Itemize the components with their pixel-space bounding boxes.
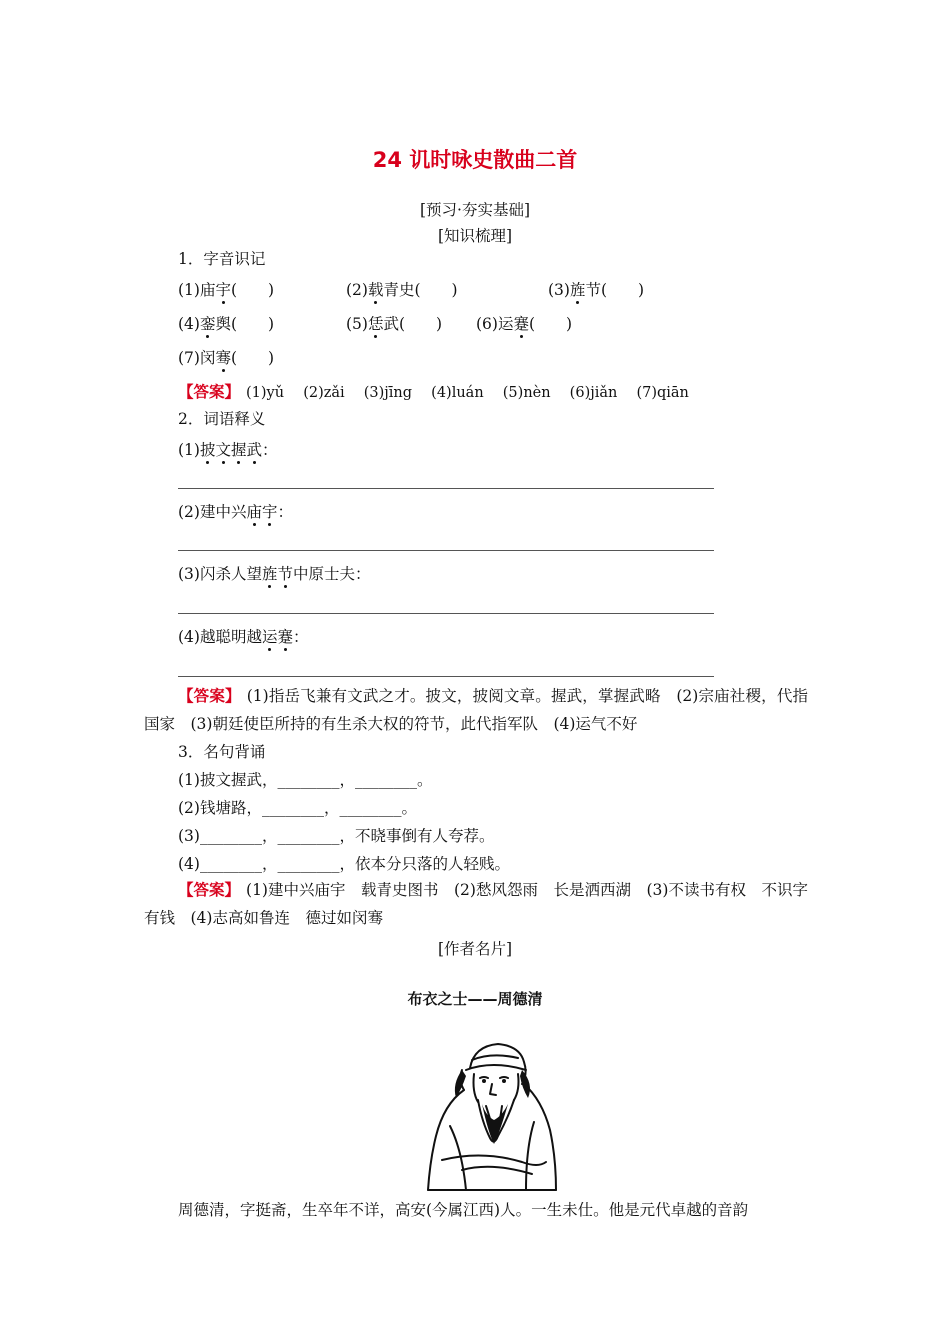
q3-item-2: (2)钱塘路，________，________。 [178,799,417,817]
answer-label: 【答案】 [178,881,241,899]
q1-heading: 1．字音识记 [178,250,266,268]
answer-label: 【答案】 [178,383,241,401]
answer-line [178,550,714,551]
answer-line [178,676,714,677]
q2-item-4: (4)越聪明越运蹇： [178,628,309,646]
q3-answer: 【答案】 (1)建中兴庙宇 载青史图书 (2)愁风怨雨 长是洒西湖 (3)不读书有权 不识字有钱 (4)志高如鲁连 德过如闵骞 [144,881,808,927]
answer-line [178,613,714,614]
q3-item-1: (1)披文握武，________，________。 [178,771,433,789]
q1-item-5: (5)恁武( ) [346,315,443,333]
q1-item-1: (1)庙宇( ) [178,281,275,299]
q3-heading: 3．名句背诵 [178,743,266,761]
q2-heading: 2．词语释义 [178,410,266,428]
q1-answer: 【答案】 (1)yǔ (2)zǎi (3)jīng (4)luán (5)nèn (6)jiǎn (7)qiān [178,383,689,401]
q1-item-6: (6)运蹇( ) [476,315,573,333]
q2-item-1: (1)披文握武： [178,441,278,459]
author-intro: 周德清，字挺斋，生卒年不详，高安(今属江西)人。一生未仕。他是元代卓越的音韵 [178,1201,749,1219]
section-header-knowledge: [知识梳理] [437,227,513,245]
q1-item-3: (3)旌节( ) [548,281,645,299]
q3-item-3: (3)________，________，不晓事倒有人夸荐。 [178,827,495,845]
author-subtitle: 布衣之士——周德清 [407,990,543,1008]
section-header-preview: [预习·夯实基础] [419,201,531,219]
answer-line [178,488,714,489]
q3-item-4: (4)________，________，依本分只落的人轻贱。 [178,855,510,873]
q1-item-4: (4)銮舆( ) [178,315,275,333]
page-title: 24 讥时咏史散曲二首 [372,148,578,172]
q1-item-2: (2)载青史( ) [346,281,458,299]
q2-answer: 【答案】 (1)指岳飞兼有文武之才。披文，披阅文章。握武，掌握武略 (2)宗庙社稷，代指国家 (3)朝廷使臣所持的有生杀大权的符节，此代指军队 (4)运气不好 [144,687,808,733]
q2-item-3: (3)闪杀人望旌节中原士夫： [178,565,371,583]
q2-item-2: (2)建中兴庙宇： [178,503,294,521]
section-header-author: [作者名片] [437,940,513,958]
q1-item-7: (7)闵骞( ) [178,349,275,367]
author-portrait-image [422,1040,562,1192]
answer-label: 【答案】 [178,687,241,705]
